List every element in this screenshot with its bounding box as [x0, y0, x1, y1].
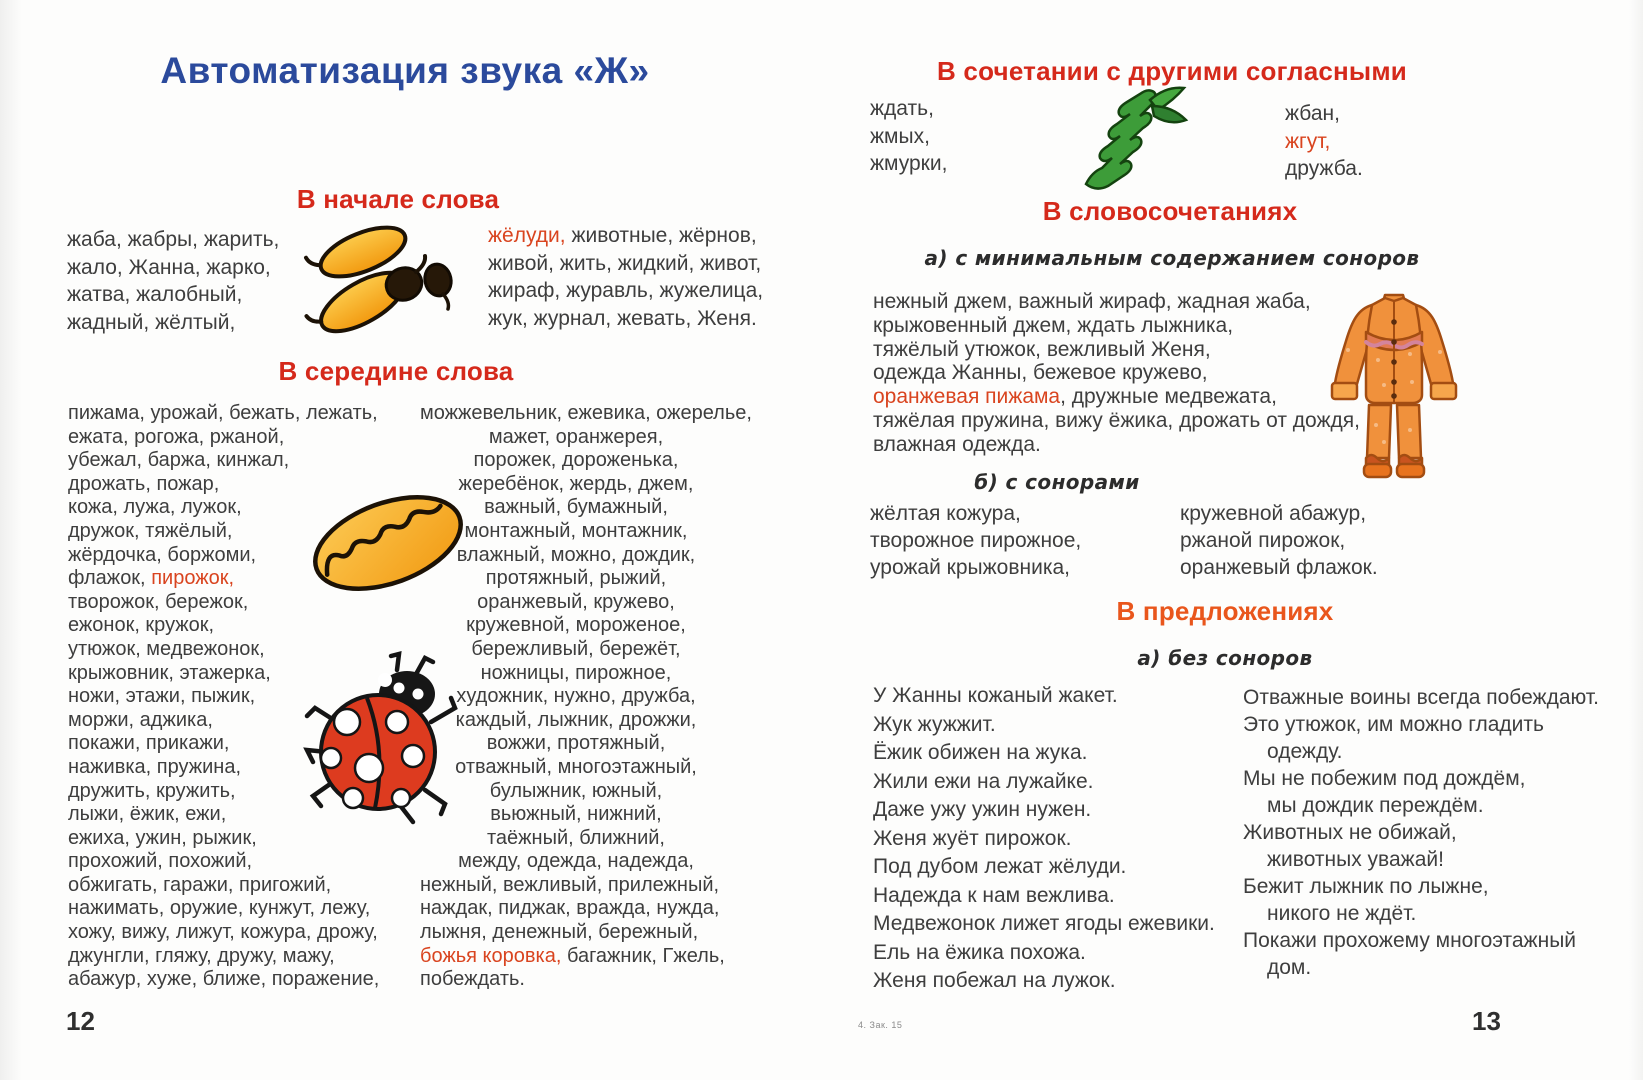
word-text: хожу, вижу, лижут, кожура, дрожу, — [68, 921, 378, 944]
text-line — [873, 385, 1343, 409]
word-text: ежиха, ужин, рыжик, — [68, 826, 257, 849]
text-line — [1285, 128, 1485, 156]
highlighted-word: божья коровка, — [420, 944, 562, 967]
word-text: прохожий, похожий, — [68, 850, 253, 873]
combo-list-right — [1285, 100, 1485, 183]
text-line — [420, 614, 732, 638]
subheading-phrases-b: б) с сонорами — [974, 470, 1140, 494]
word-text: дружок, тяжёлый, — [68, 519, 233, 542]
highlighted-word: оранжевая пижама — [873, 385, 1061, 409]
word-text: Ель на ёжика похожа. — [873, 940, 1086, 964]
word-text: булыжник, южный, — [489, 779, 663, 802]
text-line — [873, 796, 1203, 825]
word-text: влажный, можно, дождик, — [456, 543, 696, 566]
section-heading-word-middle: В середине слова — [278, 356, 514, 386]
text-line — [1180, 527, 1460, 554]
word-text: жук, журнал, жевать, Женя. — [488, 306, 757, 330]
word-text: жаба, жабры, жарить, — [67, 228, 280, 251]
word-text: бережливый, бережёт, — [471, 637, 681, 660]
sentences-list-right — [1243, 684, 1599, 981]
word-text: вожжи, протяжный, — [486, 732, 666, 755]
text-line — [68, 945, 408, 969]
text-line — [873, 739, 1203, 768]
word-text: ножницы, пирожное, — [480, 661, 672, 684]
word-text: оранжевый, кружево, — [477, 590, 675, 613]
word-text: Животных не обижай, — [1243, 821, 1457, 844]
word-text: дрожать, пожар, — [68, 472, 220, 495]
word-text: жмых, — [870, 124, 930, 148]
word-text: каждый, лыжник, дрожжи, — [455, 708, 697, 731]
word-text: жатва, жалобный, — [67, 283, 243, 306]
text-line — [873, 433, 1343, 457]
word-text: творожок, бережок, — [68, 590, 249, 613]
text-line — [873, 825, 1203, 854]
text-line — [420, 449, 732, 473]
left-scan-edge — [0, 0, 22, 1080]
word-text: ежонок, кружок, — [68, 614, 215, 637]
word-text: ржаной пирожок, — [1180, 529, 1346, 552]
word-text: крыжовенный джем, ждать лыжника, — [873, 313, 1234, 337]
word-text: кожа, лужа, лужок, — [68, 496, 242, 519]
text-line — [870, 554, 1150, 581]
text-line — [68, 874, 408, 898]
word-list-start-right — [488, 222, 778, 332]
word-text: Мы не побежим под дождём, — [1243, 767, 1526, 790]
word-text: лыжня, денежный, бережный, — [420, 921, 699, 944]
pirozhok-pie-illustration — [300, 480, 475, 605]
text-line — [420, 426, 732, 450]
word-text: отважный, многоэтажный, — [455, 755, 697, 778]
text-line — [68, 402, 408, 426]
text-line — [488, 305, 778, 333]
word-text: нажимать, оружие, кунжут, лежу, — [68, 897, 371, 920]
word-text: абажур, хуже, ближе, поражение, — [68, 968, 380, 991]
word-text: покажи, прикажи, — [68, 732, 230, 755]
word-text: тяжёлый утюжок, вежливый Женя, — [873, 337, 1211, 361]
word-text: Надежда к нам вежлива. — [873, 883, 1115, 907]
word-text: кружевной абажур, — [1180, 502, 1367, 525]
word-text: Жили ежи на лужайке. — [873, 769, 1094, 793]
text-line — [1243, 900, 1583, 927]
word-text: пижама, урожай, бежать, лежать, — [68, 402, 378, 424]
word-text: обжигать, гаражи, пригожий, — [68, 873, 332, 896]
right-scan-edge — [1629, 0, 1643, 1080]
text-line — [420, 921, 732, 945]
section-heading-word-start: В начале слова — [296, 184, 500, 214]
subheading-phrases-a: а) с минимальным содержанием соноров — [924, 246, 1420, 270]
page-number-left: 12 — [66, 1006, 95, 1036]
text-line — [420, 968, 732, 992]
word-text: вьюжный, нижний, — [490, 803, 662, 826]
word-text: убежал, баржа, кинжал, — [68, 449, 290, 472]
word-text: дружить, кружить, — [68, 779, 236, 802]
text-line — [873, 290, 1343, 314]
phrases-paragraph — [873, 290, 1360, 457]
word-text: влажная одежда. — [873, 432, 1041, 456]
text-line — [1243, 711, 1583, 738]
section-heading-sentences: В предложениях — [1116, 596, 1334, 626]
word-text: мажет, оранжерея, — [488, 425, 664, 448]
word-text: утюжок, медвежонок, — [68, 637, 265, 660]
word-text: кружевной, мороженое, — [466, 614, 686, 637]
text-line — [1243, 765, 1583, 792]
text-line — [488, 250, 778, 278]
text-line — [488, 222, 778, 250]
word-text: живой, жить, жидкий, живот, — [488, 251, 762, 275]
word-text: крыжовник, этажерка, — [68, 661, 271, 684]
word-text: наждак, пиджак, вражда, нужда, — [420, 897, 720, 920]
word-text: флажок, — [68, 567, 152, 590]
word-text: порожек, дороженька, — [473, 449, 679, 472]
text-line — [1243, 846, 1583, 873]
text-line — [1285, 155, 1485, 183]
section-heading-phrases: В словосочетаниях — [1042, 196, 1298, 226]
word-text: можжевельник, ежевика, ожерелье, — [420, 402, 752, 424]
text-line — [873, 939, 1203, 968]
word-text: урожай крыжовника, — [870, 556, 1071, 579]
word-text: ждать, — [870, 97, 934, 120]
word-text: жёлтая кожура, — [870, 502, 1021, 525]
text-line — [870, 527, 1150, 554]
word-text: дружба. — [1285, 157, 1363, 180]
word-text: жёрдочка, боржоми, — [68, 543, 257, 566]
text-line — [68, 921, 408, 945]
word-text: Женя жуёт пирожок. — [873, 826, 1072, 850]
text-line — [1243, 873, 1583, 900]
word-text: одежда Жанны, бежевое кружево, — [873, 361, 1208, 385]
word-text: Даже ужу ужин нужен. — [873, 798, 1092, 821]
text-line — [420, 897, 732, 921]
text-line — [68, 449, 408, 473]
text-line — [1285, 100, 1485, 128]
word-text: между, одежда, надежда, — [458, 850, 694, 873]
word-text: , дружные медвежата, — [1060, 385, 1277, 409]
word-text: никого не ждёт. — [1267, 902, 1417, 925]
word-text: жбан, — [1285, 102, 1340, 125]
word-text: жадный, жёлтый, — [67, 310, 236, 334]
highlighted-word: пирожок, — [151, 567, 235, 590]
acorns-illustration — [303, 214, 455, 334]
word-text: животные, жёрнов, — [571, 224, 757, 247]
text-line — [68, 614, 408, 638]
word-text: важный, бумажный, — [484, 496, 668, 519]
text-line — [873, 853, 1203, 882]
text-line — [870, 123, 1070, 151]
word-text: мы дождик переждём. — [1267, 794, 1484, 817]
word-text: жираф, журавль, жужелица, — [488, 279, 764, 302]
word-text: У Жанны кожаный жакет. — [873, 684, 1118, 707]
subheading-sentences-a: а) без соноров — [1137, 646, 1313, 670]
word-text: жмурки, — [870, 152, 948, 175]
word-text: Медвежонок лижет ягоды ежевики. — [873, 912, 1215, 935]
word-text: моржи, аджика, — [68, 708, 213, 731]
text-line — [68, 850, 408, 874]
text-line — [873, 967, 1203, 996]
orange-pajamas-illustration — [1326, 290, 1462, 480]
word-text: таёжный, ближний, — [487, 826, 665, 849]
ladybug-illustration — [303, 650, 468, 828]
text-line — [420, 402, 752, 426]
word-text: багажник, Гжель, — [561, 944, 725, 967]
word-text: Ёжик обижен на жука. — [873, 741, 1088, 764]
text-line — [1180, 554, 1460, 581]
section-heading-consonant-combos: В сочетании с другими согласными — [937, 56, 1407, 86]
text-line — [1243, 954, 1583, 981]
text-line — [1243, 738, 1583, 765]
text-line — [873, 361, 1343, 385]
text-line — [1243, 792, 1583, 819]
text-line — [870, 500, 1150, 527]
word-text: Покажи прохожему многоэтажный — [1243, 929, 1577, 952]
text-line — [873, 338, 1343, 362]
print-imprint: 4. Зак. 15 — [858, 1020, 903, 1030]
highlighted-word: жёлуди, — [488, 224, 572, 247]
text-line — [873, 314, 1343, 338]
word-text: Женя побежал на лужок. — [873, 969, 1116, 992]
text-line — [873, 682, 1203, 711]
word-text: наживка, пружина, — [68, 755, 241, 778]
word-text: тяжёлая пружина, вижу ёжика, дрожать от дождя, — [873, 408, 1360, 432]
word-text: художник, нужно, дружба, — [456, 685, 696, 708]
phrases-list-left — [870, 500, 1150, 581]
word-text: нежный джем, важный жираф, жадная жаба, — [873, 290, 1311, 313]
text-line — [420, 827, 732, 851]
combo-list-left — [870, 95, 1070, 178]
text-line — [68, 426, 408, 450]
text-line — [873, 882, 1203, 911]
page-title: Автоматизация звука «Ж» — [160, 50, 650, 91]
text-line — [1243, 927, 1583, 954]
word-text: побеждать. — [420, 968, 525, 991]
word-text: Жук жужжит. — [873, 712, 996, 736]
word-text: нежный, вежливый, прилежный, — [420, 873, 720, 896]
word-text: Отважные воины всегда побеждают. — [1243, 686, 1599, 709]
word-text: ножи, этажи, пыжик, — [68, 685, 256, 708]
word-text: творожное пирожное, — [870, 529, 1082, 552]
text-line — [1180, 500, 1460, 527]
text-line — [68, 897, 408, 921]
text-line — [488, 277, 778, 305]
word-text: ежата, рогожа, ржаной, — [68, 425, 285, 448]
zhgut-twist-illustration — [1078, 84, 1203, 192]
word-text: протяжный, рыжий, — [485, 567, 667, 590]
text-line — [420, 874, 732, 898]
text-line — [420, 850, 732, 874]
text-line — [420, 945, 732, 969]
word-text: жало, Жанна, жарко, — [67, 255, 271, 279]
word-text: Бежит лыжник по лыжне, — [1243, 875, 1489, 898]
text-line — [873, 910, 1215, 939]
word-text: одежду. — [1267, 740, 1343, 763]
word-text: монтажный, монтажник, — [464, 519, 688, 542]
word-text: джунгли, гляжу, дружу, мажу, — [68, 944, 335, 967]
text-line — [68, 827, 408, 851]
word-text: лыжи, ёжик, ежи, — [68, 803, 227, 826]
text-line — [873, 711, 1203, 740]
text-line — [870, 150, 1070, 178]
phrases-list-right — [1180, 500, 1460, 581]
word-text: дом. — [1267, 956, 1312, 979]
page-number-right: 13 — [1472, 1006, 1501, 1036]
text-line — [873, 768, 1203, 797]
highlighted-word: жгут, — [1285, 129, 1331, 153]
text-line — [1243, 684, 1599, 711]
word-text: оранжевый флажок. — [1180, 556, 1378, 579]
sentences-list-left — [873, 682, 1215, 996]
word-text: жеребёнок, жердь, джем, — [458, 472, 694, 495]
text-line — [873, 408, 1360, 433]
word-text: Это утюжок, им можно гладить — [1243, 713, 1544, 736]
text-line — [1243, 819, 1583, 846]
text-line — [68, 968, 408, 992]
word-text: животных уважай! — [1267, 848, 1444, 871]
word-text: Под дубом лежат жёлуди. — [873, 855, 1127, 878]
text-line — [870, 95, 1070, 123]
